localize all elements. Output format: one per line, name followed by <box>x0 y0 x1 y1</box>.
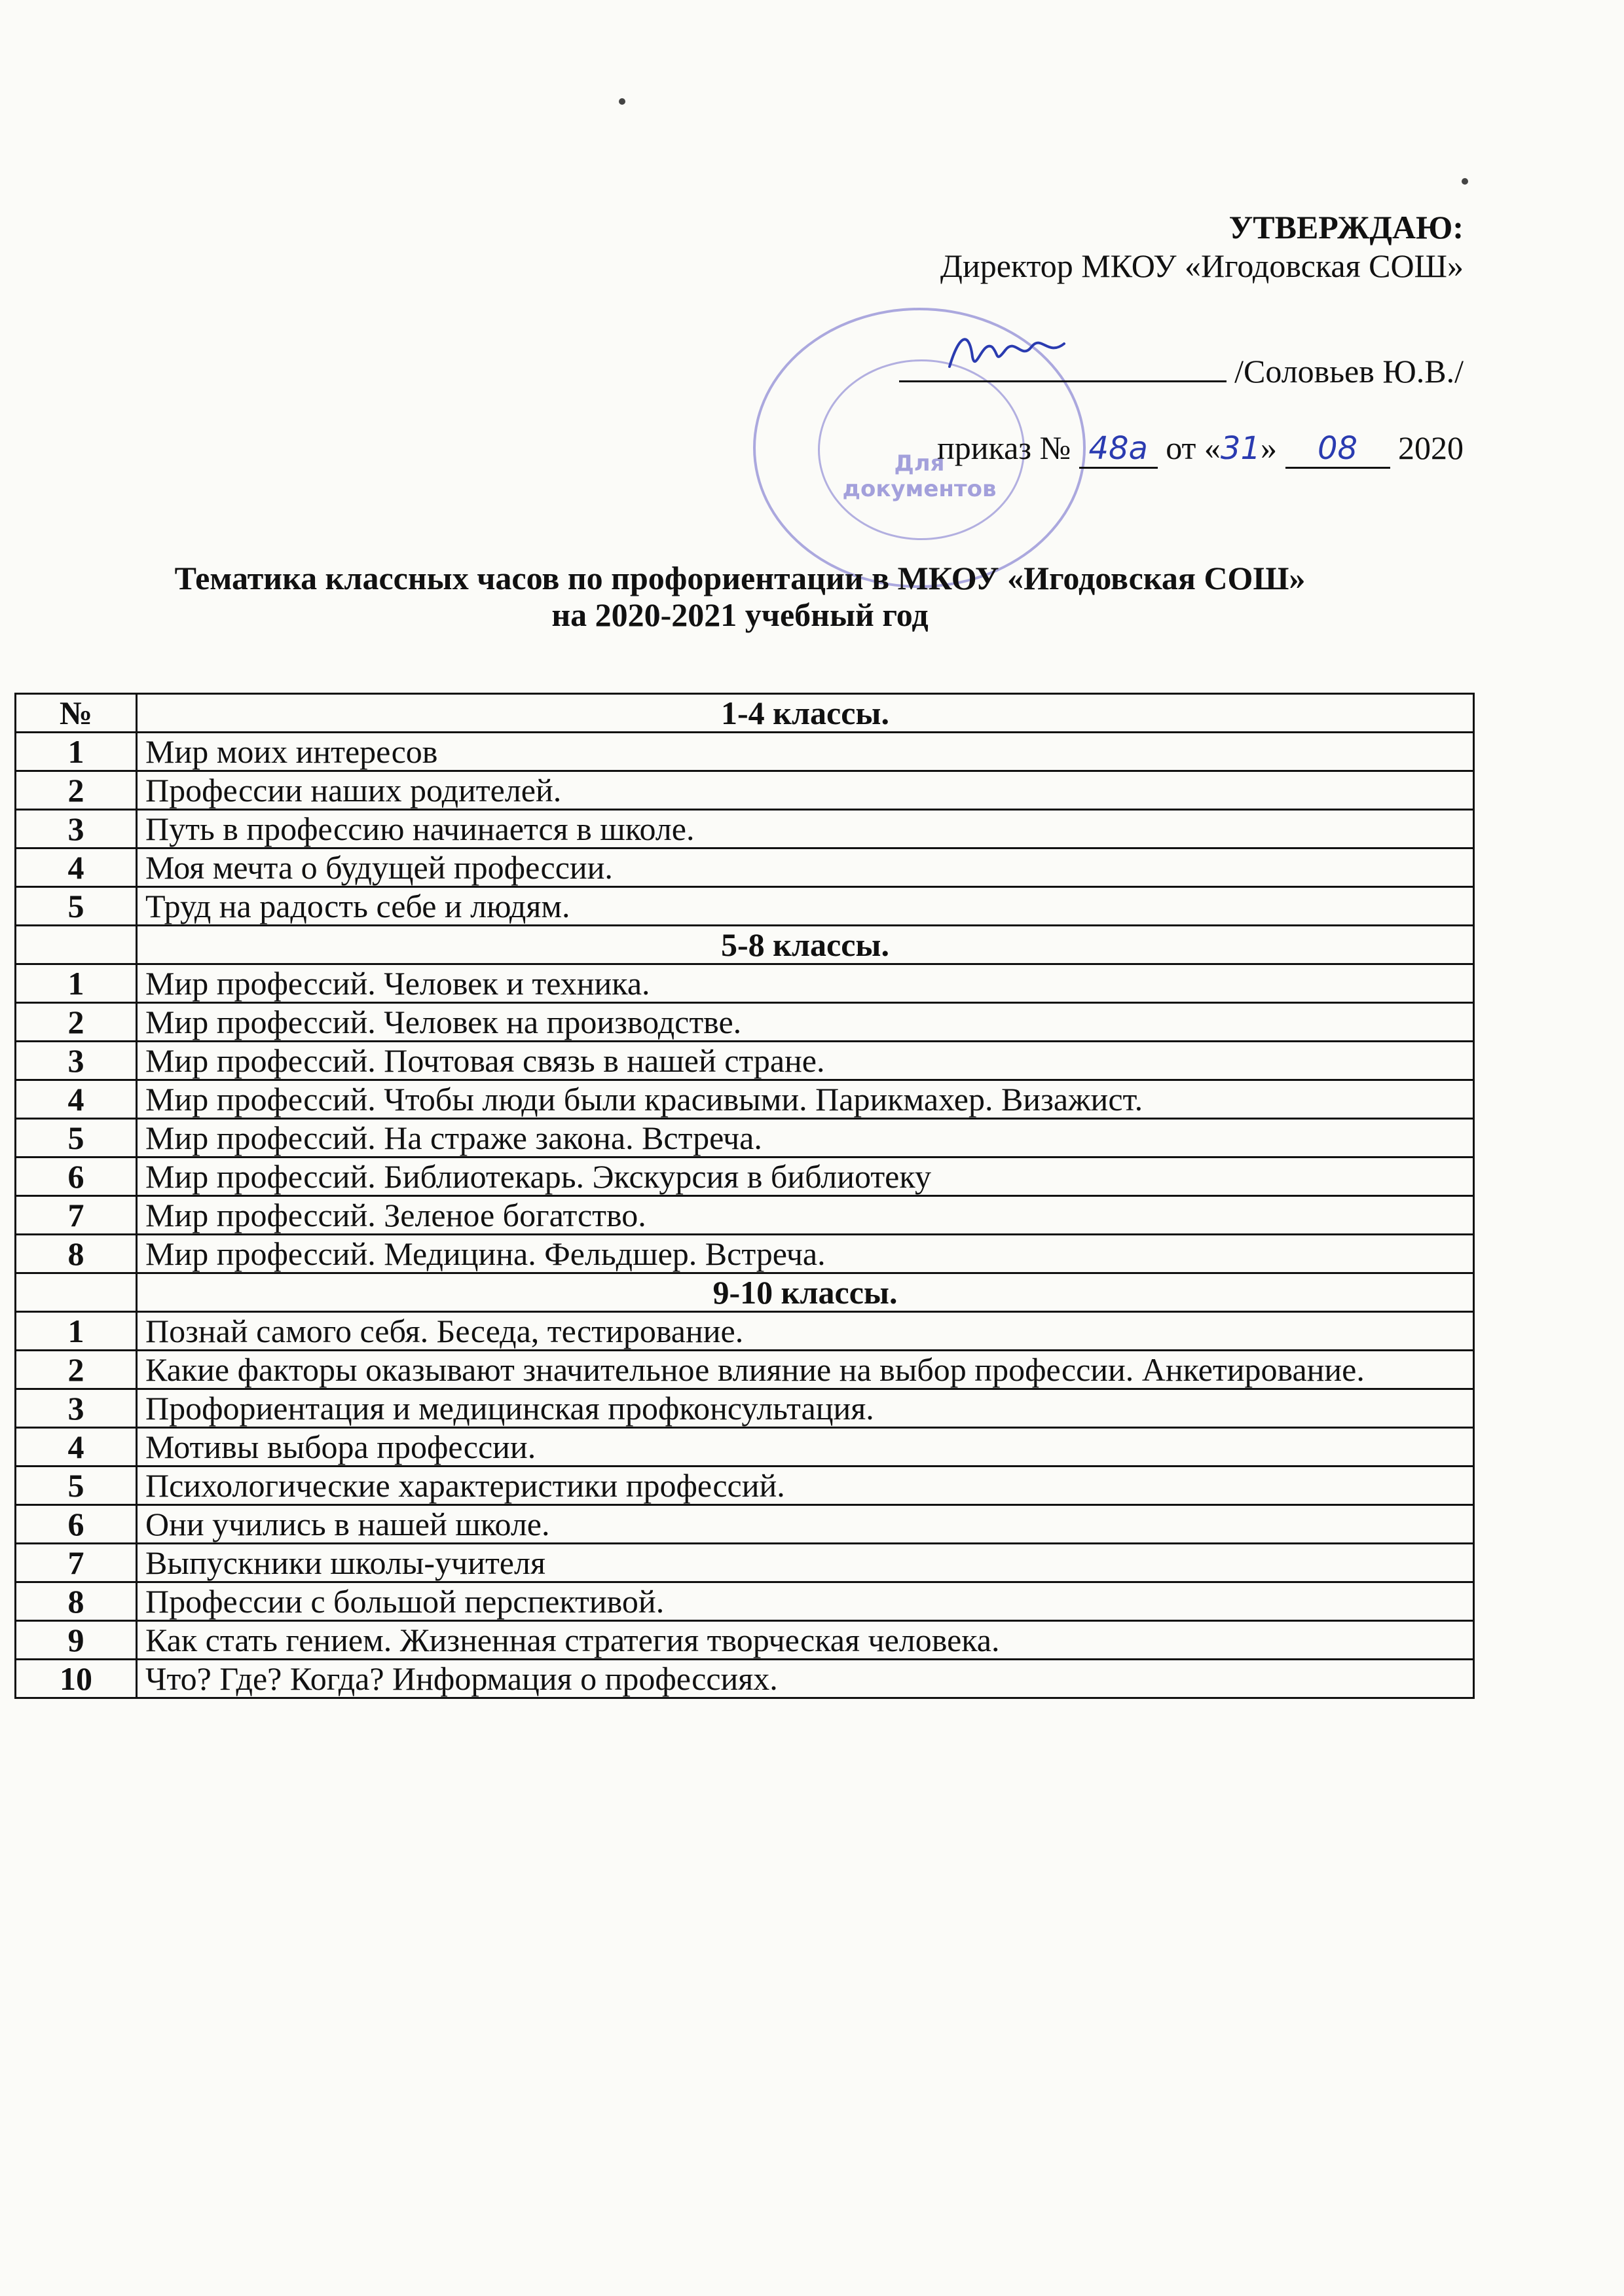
document-title <box>0 560 1480 633</box>
table-row <box>16 810 1474 848</box>
signature-row <box>899 352 1464 390</box>
row-number: 4 <box>16 848 137 887</box>
order-year: 2020 <box>1398 429 1464 466</box>
table-row <box>16 771 1474 810</box>
row-number: 2 <box>16 1351 137 1389</box>
table-row <box>16 1351 1474 1389</box>
title-line1: Тематика классных часов по профориентации в МКОУ «Игодовская СОШ» <box>174 560 1306 596</box>
row-topic: Мир профессий. Человек на производстве. <box>137 1003 1474 1042</box>
table-row <box>16 1119 1474 1157</box>
scan-speck <box>619 98 625 105</box>
num-cell: № <box>16 694 137 733</box>
row-number: 6 <box>16 1505 137 1544</box>
order-number: 48а <box>1079 430 1158 469</box>
row-number: 3 <box>16 1389 137 1428</box>
scan-speck <box>1462 178 1468 185</box>
table-row <box>16 848 1474 887</box>
row-topic: Мир профессий. Чтобы люди были красивыми. Парикмахер. Визажист. <box>137 1080 1474 1119</box>
section-header-row <box>16 1273 1474 1312</box>
row-number: 5 <box>16 1467 137 1505</box>
table-row <box>16 1505 1474 1544</box>
signatory-name: /Соловьев Ю.В./ <box>1234 353 1464 390</box>
section-heading: 5-8 классы. <box>137 926 1474 964</box>
num-cell <box>16 1273 137 1312</box>
row-number: 3 <box>16 1042 137 1080</box>
section-header-row <box>16 926 1474 964</box>
row-topic: Труд на радость себе и людям. <box>137 887 1474 926</box>
row-number: 2 <box>16 771 137 810</box>
table-row <box>16 1467 1474 1505</box>
row-number: 6 <box>16 1157 137 1196</box>
table-row <box>16 1003 1474 1042</box>
table-row <box>16 1389 1474 1428</box>
order-prefix: приказ № <box>937 429 1071 466</box>
row-number: 2 <box>16 1003 137 1042</box>
row-topic: Профессии наших родителей. <box>137 771 1474 810</box>
row-number: 3 <box>16 810 137 848</box>
section-heading: 1-4 классы. <box>137 694 1474 733</box>
table-row <box>16 1582 1474 1621</box>
row-topic: Как стать гением. Жизненная стратегия творческая человека. <box>137 1621 1474 1660</box>
section-heading: 9-10 классы. <box>137 1273 1474 1312</box>
topics-table-body <box>16 694 1474 1698</box>
row-topic: Мир профессий. Зеленое богатство. <box>137 1196 1474 1235</box>
table-row <box>16 1312 1474 1351</box>
topics-table <box>14 693 1475 1699</box>
row-number: 7 <box>16 1196 137 1235</box>
row-topic: Путь в профессию начинается в школе. <box>137 810 1474 848</box>
table-row <box>16 1196 1474 1235</box>
table-row <box>16 1235 1474 1273</box>
row-topic: Какие факторы оказывают значительное влияние на выбор профессии. Анкетирование. <box>137 1351 1474 1389</box>
row-number: 8 <box>16 1582 137 1621</box>
approval-position: Директор МКОУ «Игодовская СОШ» <box>940 247 1464 284</box>
row-topic: Мир моих интересов <box>137 733 1474 771</box>
row-number: 9 <box>16 1621 137 1660</box>
row-topic: Профориентация и медицинская профконсультация. <box>137 1389 1474 1428</box>
row-topic: Мотивы выбора профессии. <box>137 1428 1474 1467</box>
row-topic: Мир профессий. Человек и техника. <box>137 964 1474 1003</box>
row-topic: Мир профессий. Медицина. Фельдшер. Встреча. <box>137 1235 1474 1273</box>
row-number: 5 <box>16 1119 137 1157</box>
table-row <box>16 964 1474 1003</box>
row-number: 1 <box>16 733 137 771</box>
row-number: 1 <box>16 964 137 1003</box>
row-topic: Они учились в нашей школе. <box>137 1505 1474 1544</box>
order-day: 31 <box>1220 430 1261 467</box>
table-row <box>16 1544 1474 1582</box>
table-row <box>16 1080 1474 1119</box>
row-topic: Мир профессий. На страже закона. Встреча. <box>137 1119 1474 1157</box>
row-topic: Моя мечта о будущей профессии. <box>137 848 1474 887</box>
table-row <box>16 1157 1474 1196</box>
seal-text-line2: документов <box>842 476 997 503</box>
row-number: 8 <box>16 1235 137 1273</box>
approval-heading: УТВЕРЖДАЮ: <box>1228 209 1464 246</box>
table-row <box>16 733 1474 771</box>
seal-text-line1: Для <box>894 450 945 477</box>
date-mid: » <box>1261 429 1277 466</box>
approval-block <box>940 208 1464 285</box>
row-number: 4 <box>16 1080 137 1119</box>
row-topic: Профессии с большой перспективой. <box>137 1582 1474 1621</box>
row-topic: Что? Где? Когда? Информация о профессиях. <box>137 1660 1474 1698</box>
signature-line <box>899 354 1227 382</box>
date-prefix: от « <box>1166 429 1221 466</box>
table-row <box>16 1428 1474 1467</box>
row-number: 4 <box>16 1428 137 1467</box>
row-number: 7 <box>16 1544 137 1582</box>
table-row <box>16 1042 1474 1080</box>
num-cell <box>16 926 137 964</box>
row-number: 5 <box>16 887 137 926</box>
row-number: 10 <box>16 1660 137 1698</box>
row-topic: Выпускники школы-учителя <box>137 1544 1474 1582</box>
row-topic: Мир профессий. Почтовая связь в нашей стране. <box>137 1042 1474 1080</box>
table-row <box>16 1621 1474 1660</box>
row-number: 1 <box>16 1312 137 1351</box>
section-header-row <box>16 694 1474 733</box>
table-row <box>16 887 1474 926</box>
row-topic: Психологические характеристики профессий. <box>137 1467 1474 1505</box>
row-topic: Познай самого себя. Беседа, тестирование. <box>137 1312 1474 1351</box>
row-topic: Мир профессий. Библиотекарь. Экскурсия в библиотеку <box>137 1157 1474 1196</box>
order-month: 08 <box>1285 430 1390 469</box>
order-row <box>937 429 1464 469</box>
title-line2: на 2020-2021 учебный год <box>551 596 929 633</box>
table-row <box>16 1660 1474 1698</box>
